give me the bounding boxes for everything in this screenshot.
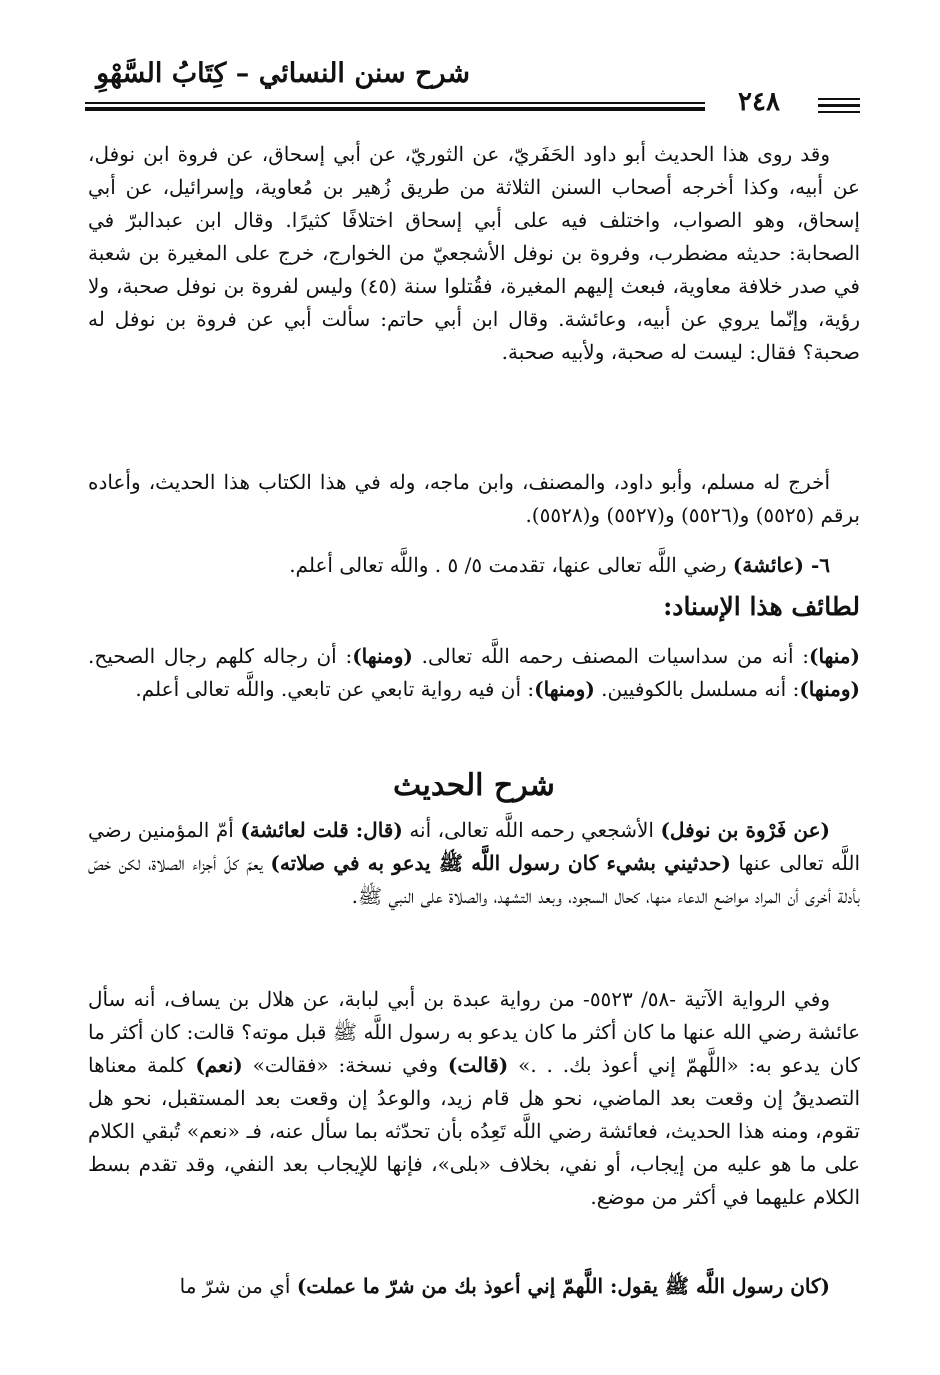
bold-phrase: (ومنها) — [352, 644, 413, 668]
bold-phrase: (قالت) — [447, 1053, 509, 1077]
text-run: وفي نسخة: «فقالت» — [242, 1053, 448, 1077]
paragraph-lataif — [88, 640, 860, 706]
text-run: يعمّ كلّ أجزاء الصلاة، لكن خصّ بأدلة أخرى أن المراد مواضع الدعاء منها، كحال السجود، وبعد التشهد، والصلاة على النبي ﷺ. — [88, 851, 860, 908]
text-run: : أن فيه رواية تابعي عن تابعي. واللَّه تعالى أعلم. — [135, 677, 535, 701]
paragraph-text: أخرج له مسلم، وأبو داود، والمصنف، وابن ماجه، وله في هذا الكتاب هذا الحديث، وأعاده برقم (٥٥٢٥) و(٥٥٢٦) و(٥٥٢٧) و(٥٥٢٨). — [88, 470, 860, 527]
header-rule — [85, 102, 705, 104]
bold-phrase: (كان رسول اللَّه ﷺ يقول: اللَّهمّ إني أعوذ بك من شرّ ما عملت) — [296, 1274, 830, 1298]
text-run: : أنه مسلسل بالكوفيين. — [594, 677, 800, 701]
paragraph-riwaya — [88, 983, 860, 1214]
text-run: : أنه من سداسيات المصنف رحمه اللَّه تعالى. — [412, 644, 809, 668]
bold-phrase: (منها) — [809, 644, 860, 668]
section-heading-sharh: شرح الحديث — [393, 768, 555, 803]
paragraph-narrators — [88, 138, 860, 369]
page-number-rule — [818, 111, 860, 113]
text-run: أي من شرّ ما — [179, 1274, 297, 1298]
paragraph-text — [88, 549, 860, 582]
bold-phrase: (عن فَرْوة بن نوفل) — [660, 818, 830, 842]
bold-phrase: (حدثيني بشيء كان رسول اللَّه ﷺ يدعو به في صلاته) — [270, 851, 731, 875]
paragraph-sharh-intro — [88, 814, 860, 913]
paragraph-text: وقد روى هذا الحديث أبو داود الحَفَريّ، عن الثوريّ، عن أبي إسحاق، عن فروة ابن نوفل، عن أبيه، وكذا أخرجه أصحاب السنن الثلاثة من طريق زُهير بن مُعاوية، وإسرائيل، عن أبي إسحاق، وهو الصواب، واختلف فيه على أبي إسحاق اختلافًا كثيرًا. وقال ابن عبدالبرّ في الصحابة: حديثه مضطرب، وفروة بن نوفل الأشجعيّ من الخوارج، خرج على المغيرة بن شعبة في صدر خلافة معاوية، فبعث إليهم المغيرة، فقُتلوا سنة (٤٥) وليس لفروة بن نوفل صحبة، ولا رؤية، وإنّما يروي عن أبيه، وعائشة. وقال ابن أبي حاتم: سألت أبي عن فروة بن نوفل له صحبة؟ فقال: ليست له صحبة، ولأبيه صحبة. — [88, 142, 860, 364]
text-run: وفي الرواية الآتية -٥٨/ ٥٥٢٣- من رواية عبدة بن أبي لبابة، عن هلال بن يساف، أنه سأل عائشة رضي الله عنها ما كان أكثر ما كان يدعو به رسول اللَّه ﷺ قبل موته؟ قالت: كان أكثر ما كان يدعو به: «اللَّهمّ إني أعوذ بك. . .» — [88, 987, 861, 1077]
paragraph-text — [88, 1270, 860, 1303]
text-run: : أن رجاله كلهم رجال الصحيح. — [88, 644, 353, 668]
paragraph-text — [88, 814, 860, 913]
bold-phrase: (ومنها) — [534, 677, 595, 701]
paragraph-dua — [88, 1270, 860, 1303]
paragraph-text — [88, 983, 860, 1214]
text-run: الأشجعي رحمه اللَّه تعالى، أنه — [402, 818, 661, 842]
page-number: ٢٤٨ — [738, 87, 780, 117]
paragraph-takhrij — [88, 466, 860, 532]
text-run: رضي اللَّه تعالى عنها، تقدمت ٥/ ٥ . واللَّه تعالى أعلم. — [289, 553, 733, 577]
header-rule-thick — [85, 107, 705, 111]
bold-phrase: (نعم) — [195, 1053, 243, 1077]
paragraph-text — [88, 640, 860, 706]
bold-phrase: (قال: قلت لعائشة) — [240, 818, 403, 842]
running-title: شرح سنن النسائي – كِتَابُ السَّهْوِ — [96, 58, 470, 89]
text-run: أمّ المؤمنين رضي اللَّه تعالى عنها — [88, 818, 861, 875]
page-number-rule — [818, 98, 860, 100]
bold-phrase: ٦- (عائشة) — [732, 553, 830, 577]
section-heading-lataif: لطائف هذا الإسناد: — [663, 592, 860, 621]
text-run: كلمة معناها التصديقُ إن وقعت بعد الماضي، نحو هل قام زيد، والوعدُ إن وقعت بعد المستقبل، نحو هل تقوم، ومنه هذا الحديث، فعائشة رضي اللَّه تَعِدُه بأن تحدّثه بما سأل عنه، فـ «نعم» تُبقي الكلام على ما هو عليه من إيجاب، أو نفي، بخلاف «بلى»، فإنها للإيجاب بعد النفي، وقد تقدم بسط الكلام عليهما في أكثر من موضع. — [88, 1053, 861, 1209]
bold-phrase: (ومنها) — [799, 677, 860, 701]
paragraph-aisha — [88, 549, 860, 582]
page-number-rule — [818, 104, 860, 107]
